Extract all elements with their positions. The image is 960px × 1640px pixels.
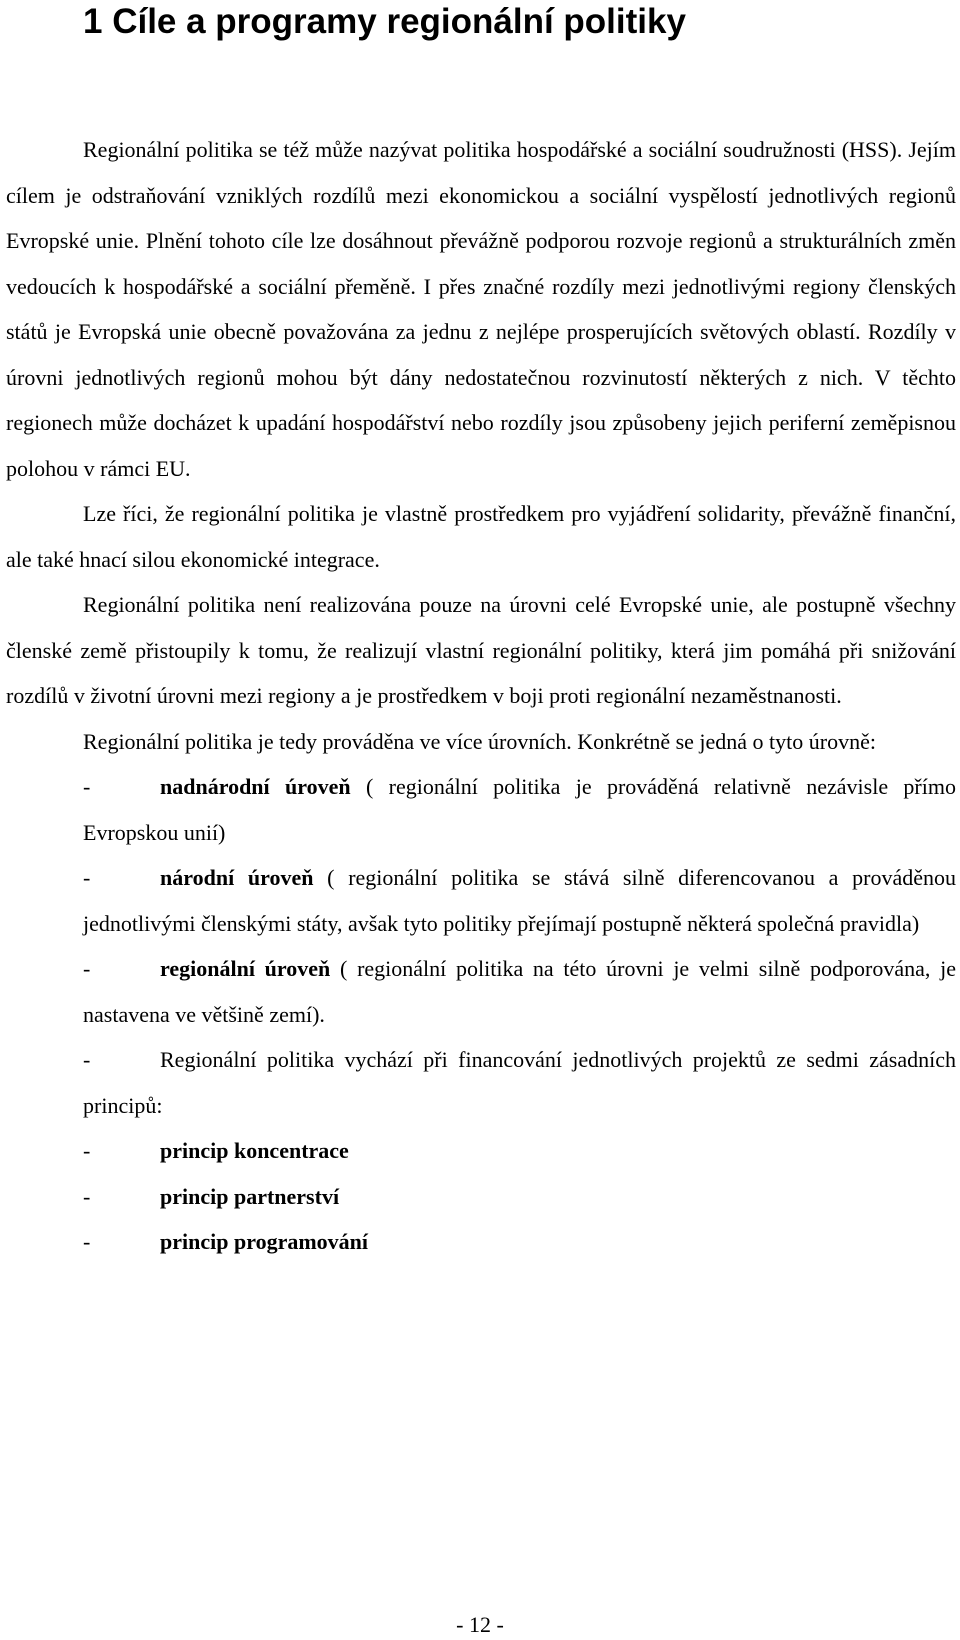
paragraph-levels: Regionální politika je tedy prováděna ve více úrovních. Konkrétně se jedná o tyto úrovně: [83, 728, 876, 754]
bullet-dash: - [83, 1183, 91, 1209]
bullet-text [83, 1037, 956, 1128]
bullet-dash: - [83, 865, 91, 890]
body-text [6, 127, 956, 1265]
bullet-text [83, 855, 956, 946]
bullet-description: ( regionální politika na této úrovni je velmi silně podporována, je nastavena ve většině zemí). [83, 956, 957, 1027]
bullet-text [83, 946, 956, 1037]
paragraph-intro: Regionální politika se též může nazývat politika hospodářské a sociální soudružnosti (HSS). Jejím cílem je odstraňování vzniklých rozdílů mezi ekonomickou a sociální vyspělostí jednotlivých regionů Evropské unie. Plnění tohoto cíle lze dosáhnout převážně podporou rozvoje regionů a strukturálních změn vedoucích k hospodářské a sociální přeměně. I přes značné rozdíly mezi jednotlivými regiony členských států je Evropská unie obecně považována za jednu z nejlépe prosperujících světových oblastí. Rozdíly v úrovni jednotlivých regionů mohou být dány nedostatečnou rozvinutostí některých z nich. V těchto regionech může docházet k upadání hospodářství nebo rozdíly jsou způsobeny jejich periferní zeměpisnou polohou v rámci EU. [6, 137, 956, 481]
bullet-text [83, 764, 956, 855]
bullet-bold-term: princip programování [160, 1229, 369, 1254]
paragraph-member-states: Regionální politika není realizována pouze na úrovni celé Evropské unie, ale postupně všechny členské země přistoupily k tomu, že realizují vlastní regionální politiky, která jim pomáhá při snižování rozdílů v životní úrovni mezi regiony a je prostředkem v boji proti regionální nezaměstnanosti. [6, 592, 956, 708]
bullet-national-level [6, 855, 956, 946]
page-number: - 12 - [456, 1612, 504, 1637]
bullet-dash: - [83, 774, 91, 799]
bullet-dash: - [83, 956, 91, 981]
bullet-supranational-level [6, 764, 956, 855]
paragraph-solidarity: Lze říci, že regionální politika je vlastně prostředkem pro vyjádření solidarity, převážně finanční, ale také hnací silou ekonomické integrace. [6, 501, 956, 572]
bullet-text [83, 1174, 956, 1220]
bullet-bold-term: princip partnerství [160, 1183, 340, 1209]
bullet-principle-concentration [6, 1128, 956, 1174]
bullet-dash: - [83, 1047, 91, 1072]
bullet-bold-term: princip koncentrace [160, 1138, 349, 1163]
bullet-financing-principles [6, 1037, 956, 1128]
bullet-bold-term: regionální úroveň [160, 956, 331, 981]
bullet-bold-term: nadnárodní úroveň [160, 774, 351, 799]
bullet-description: Regionální politika vychází při financování jednotlivých projektů ze sedmi zásadních principů: [83, 1047, 956, 1118]
bullet-description: ( regionální politika je prováděná relativně nezávisle přímo Evropskou unií) [83, 774, 956, 845]
chapter-heading: 1 Cíle a programy regionální politiky [83, 2, 686, 41]
bullet-regional-level [6, 946, 956, 1037]
bullet-description: ( regionální politika se stává silně diferencovanou a prováděnou jednotlivými členskými státy, avšak tyto politiky přejímají postupně některá společná pravidla) [83, 865, 956, 936]
bullet-dash: - [83, 1138, 91, 1163]
bullet-principle-partnership [6, 1174, 956, 1220]
bullet-text [83, 1219, 956, 1265]
bullet-bold-term: národní úroveň [160, 865, 314, 890]
bullet-text [83, 1128, 956, 1174]
bullet-list [6, 764, 956, 1265]
bullet-dash: - [83, 1229, 91, 1254]
bullet-principle-programming [6, 1219, 956, 1265]
